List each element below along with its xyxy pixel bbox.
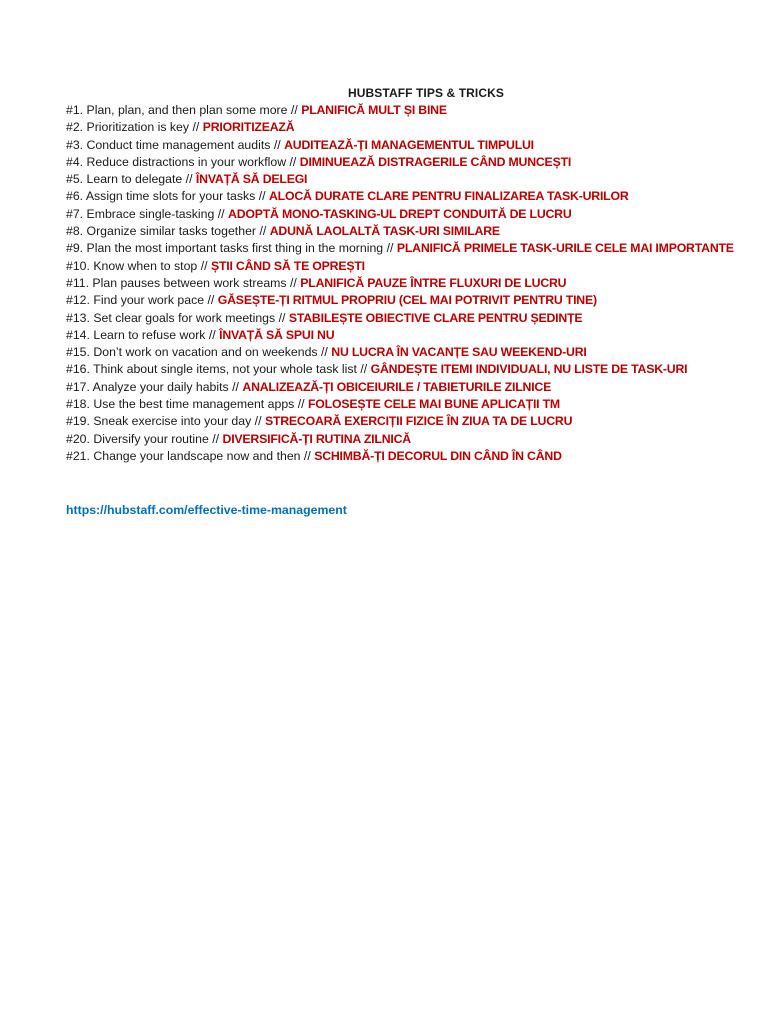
tip-separator: // [273, 137, 281, 152]
tip-separator: // [278, 310, 286, 325]
source-link[interactable]: https://hubstaff.com/effective-time-management [66, 503, 347, 517]
tip-separator: // [290, 103, 298, 117]
tip-romanian-text: PRIORITIZEAZĂ [202, 120, 295, 135]
tip-romanian-text: AUDITEAZĂ-ȚI MANAGEMENTUL TIMPULUI [284, 137, 534, 152]
tip-romanian-text: PLANIFICĂ PRIMELE TASK-URILE CELE MAI IMPORTANTE [396, 241, 734, 256]
tip-separator: // [200, 258, 208, 273]
list-item [66, 275, 734, 292]
tip-english-text: #1. Plan, plan, and then plan some more [66, 103, 288, 117]
list-item [66, 413, 734, 430]
tip-english-text: #17. Analyze your daily habits [66, 379, 229, 394]
tip-romanian-text: ÎNVAȚĂ SĂ SPUI NU [219, 327, 335, 342]
tips-list [66, 102, 734, 465]
list-item [66, 431, 734, 448]
tip-english-text: #10. Know when to stop [66, 258, 198, 273]
tip-english-text: #7. Embrace single-tasking [66, 206, 215, 221]
tip-separator: // [217, 206, 225, 221]
tip-romanian-text: GĂSEȘTE-ȚI RITMUL PROPRIU (CEL MAI POTRIVIT PENTRU TINE) [217, 293, 597, 308]
tip-separator: // [360, 362, 368, 377]
tip-english-text: #2. Prioritization is key [66, 120, 190, 135]
list-item [66, 119, 734, 136]
tip-english-text: #18. Use the best time management apps [66, 397, 295, 412]
list-item [66, 448, 734, 465]
tip-separator: // [212, 431, 220, 446]
tip-separator: // [297, 397, 305, 412]
tip-separator: // [303, 448, 311, 463]
tip-romanian-text: ALOCĂ DURATE CLARE PENTRU FINALIZAREA TASK-URILOR [269, 189, 629, 204]
list-item [66, 327, 734, 344]
list-item [66, 206, 734, 223]
tip-romanian-text: DIMINUEAZĂ DISTRAGERILE CÂND MUNCEȘTI [299, 154, 572, 169]
list-item [66, 154, 734, 171]
list-item [66, 171, 734, 188]
list-item [66, 344, 734, 361]
tip-separator: // [321, 345, 328, 360]
tip-romanian-text: ÎNVAȚĂ SĂ DELEGI [195, 172, 308, 187]
tip-separator: // [289, 154, 297, 169]
list-item [66, 137, 734, 154]
tip-english-text: #20. Diversify your routine [66, 431, 209, 446]
tip-english-text: #8. Organize similar tasks together [66, 224, 257, 239]
tip-separator: // [289, 275, 297, 290]
tip-separator: // [254, 414, 262, 429]
tip-romanian-text: STRECOARĂ EXERCIȚII FIZICE ÎN ZIUA TA DE LUCRU [264, 414, 573, 429]
list-item [66, 310, 734, 327]
tip-romanian-text: NU LUCRA ÎN VACANȚE SAU WEEKEND-URI [331, 345, 587, 360]
tip-romanian-text: ANALIZEAZĂ-ȚI OBICEIURILE / TABIETURILE ZILNICE [242, 379, 552, 394]
list-item [66, 258, 734, 275]
tip-english-text: #13. Set clear goals for work meetings [66, 310, 276, 325]
list-item [66, 102, 734, 119]
list-item [66, 188, 734, 205]
tip-english-text: #11. Plan pauses between work streams [66, 275, 287, 290]
tip-english-text: #9. Plan the most important tasks first thing in the morning [66, 241, 384, 256]
tip-separator: // [192, 120, 200, 135]
tip-romanian-text: SCHIMBĂ-ȚI DECORUL DIN CÂND ÎN CÂND [314, 448, 562, 463]
list-item [66, 379, 734, 396]
tip-separator: // [207, 293, 215, 308]
tip-separator: // [232, 379, 239, 394]
tip-romanian-text: ADOPTĂ MONO-TASKING-UL DREPT CONDUITĂ DE LUCRU [228, 206, 572, 221]
tip-separator: // [208, 327, 216, 342]
page-title: HUBSTAFF TIPS & TRICKS [348, 86, 504, 100]
list-item [66, 396, 734, 413]
tip-romanian-text: PLANIFICĂ PAUZE ÎNTRE FLUXURI DE LUCRU [300, 275, 567, 290]
tip-separator: // [185, 172, 193, 187]
list-item [66, 292, 734, 309]
tip-english-text: #15. Don’t work on vacation and on weekends [66, 345, 318, 360]
tip-separator: // [386, 241, 394, 256]
tip-english-text: #6. Assign time slots for your tasks [66, 189, 256, 204]
tip-english-text: #14. Learn to refuse work [66, 327, 206, 342]
tip-romanian-text: STABILEȘTE OBIECTIVE CLARE PENTRU ȘEDINȚE [288, 310, 583, 325]
tip-english-text: #12. Find your work pace [66, 293, 205, 308]
tip-romanian-text: GÂNDEȘTE ITEMI INDIVIDUALI, NU LISTE DE TASK-URI [370, 362, 688, 377]
tip-english-text: #21. Change your landscape now and then [66, 448, 301, 463]
tip-romanian-text: ADUNĂ LAOLALTĂ TASK-URI SIMILARE [269, 224, 500, 239]
tip-romanian-text: ȘTII CÂND SĂ TE OPREȘTI [210, 258, 365, 273]
tip-romanian-text: FOLOSEȘTE CELE MAI BUNE APLICAȚII TM [308, 397, 560, 412]
list-item [66, 223, 734, 240]
tip-romanian-text: PLANIFICĂ MULT ȘI BINE [301, 103, 447, 117]
tip-separator: // [258, 189, 266, 204]
tip-english-text: #4. Reduce distractions in your workflow [66, 154, 287, 169]
tip-english-text: #19. Sneak exercise into your day [66, 414, 252, 429]
tip-english-text: #3. Conduct time management audits [66, 137, 271, 152]
tip-english-text: #5. Learn to delegate [66, 172, 183, 187]
tip-english-text: #16. Think about single items, not your whole task list [66, 362, 357, 377]
tip-romanian-text: DIVERSIFICĂ-ȚI RUTINA ZILNICĂ [222, 431, 411, 446]
tip-separator: // [259, 224, 267, 239]
list-item [66, 361, 734, 378]
list-item [66, 240, 734, 257]
